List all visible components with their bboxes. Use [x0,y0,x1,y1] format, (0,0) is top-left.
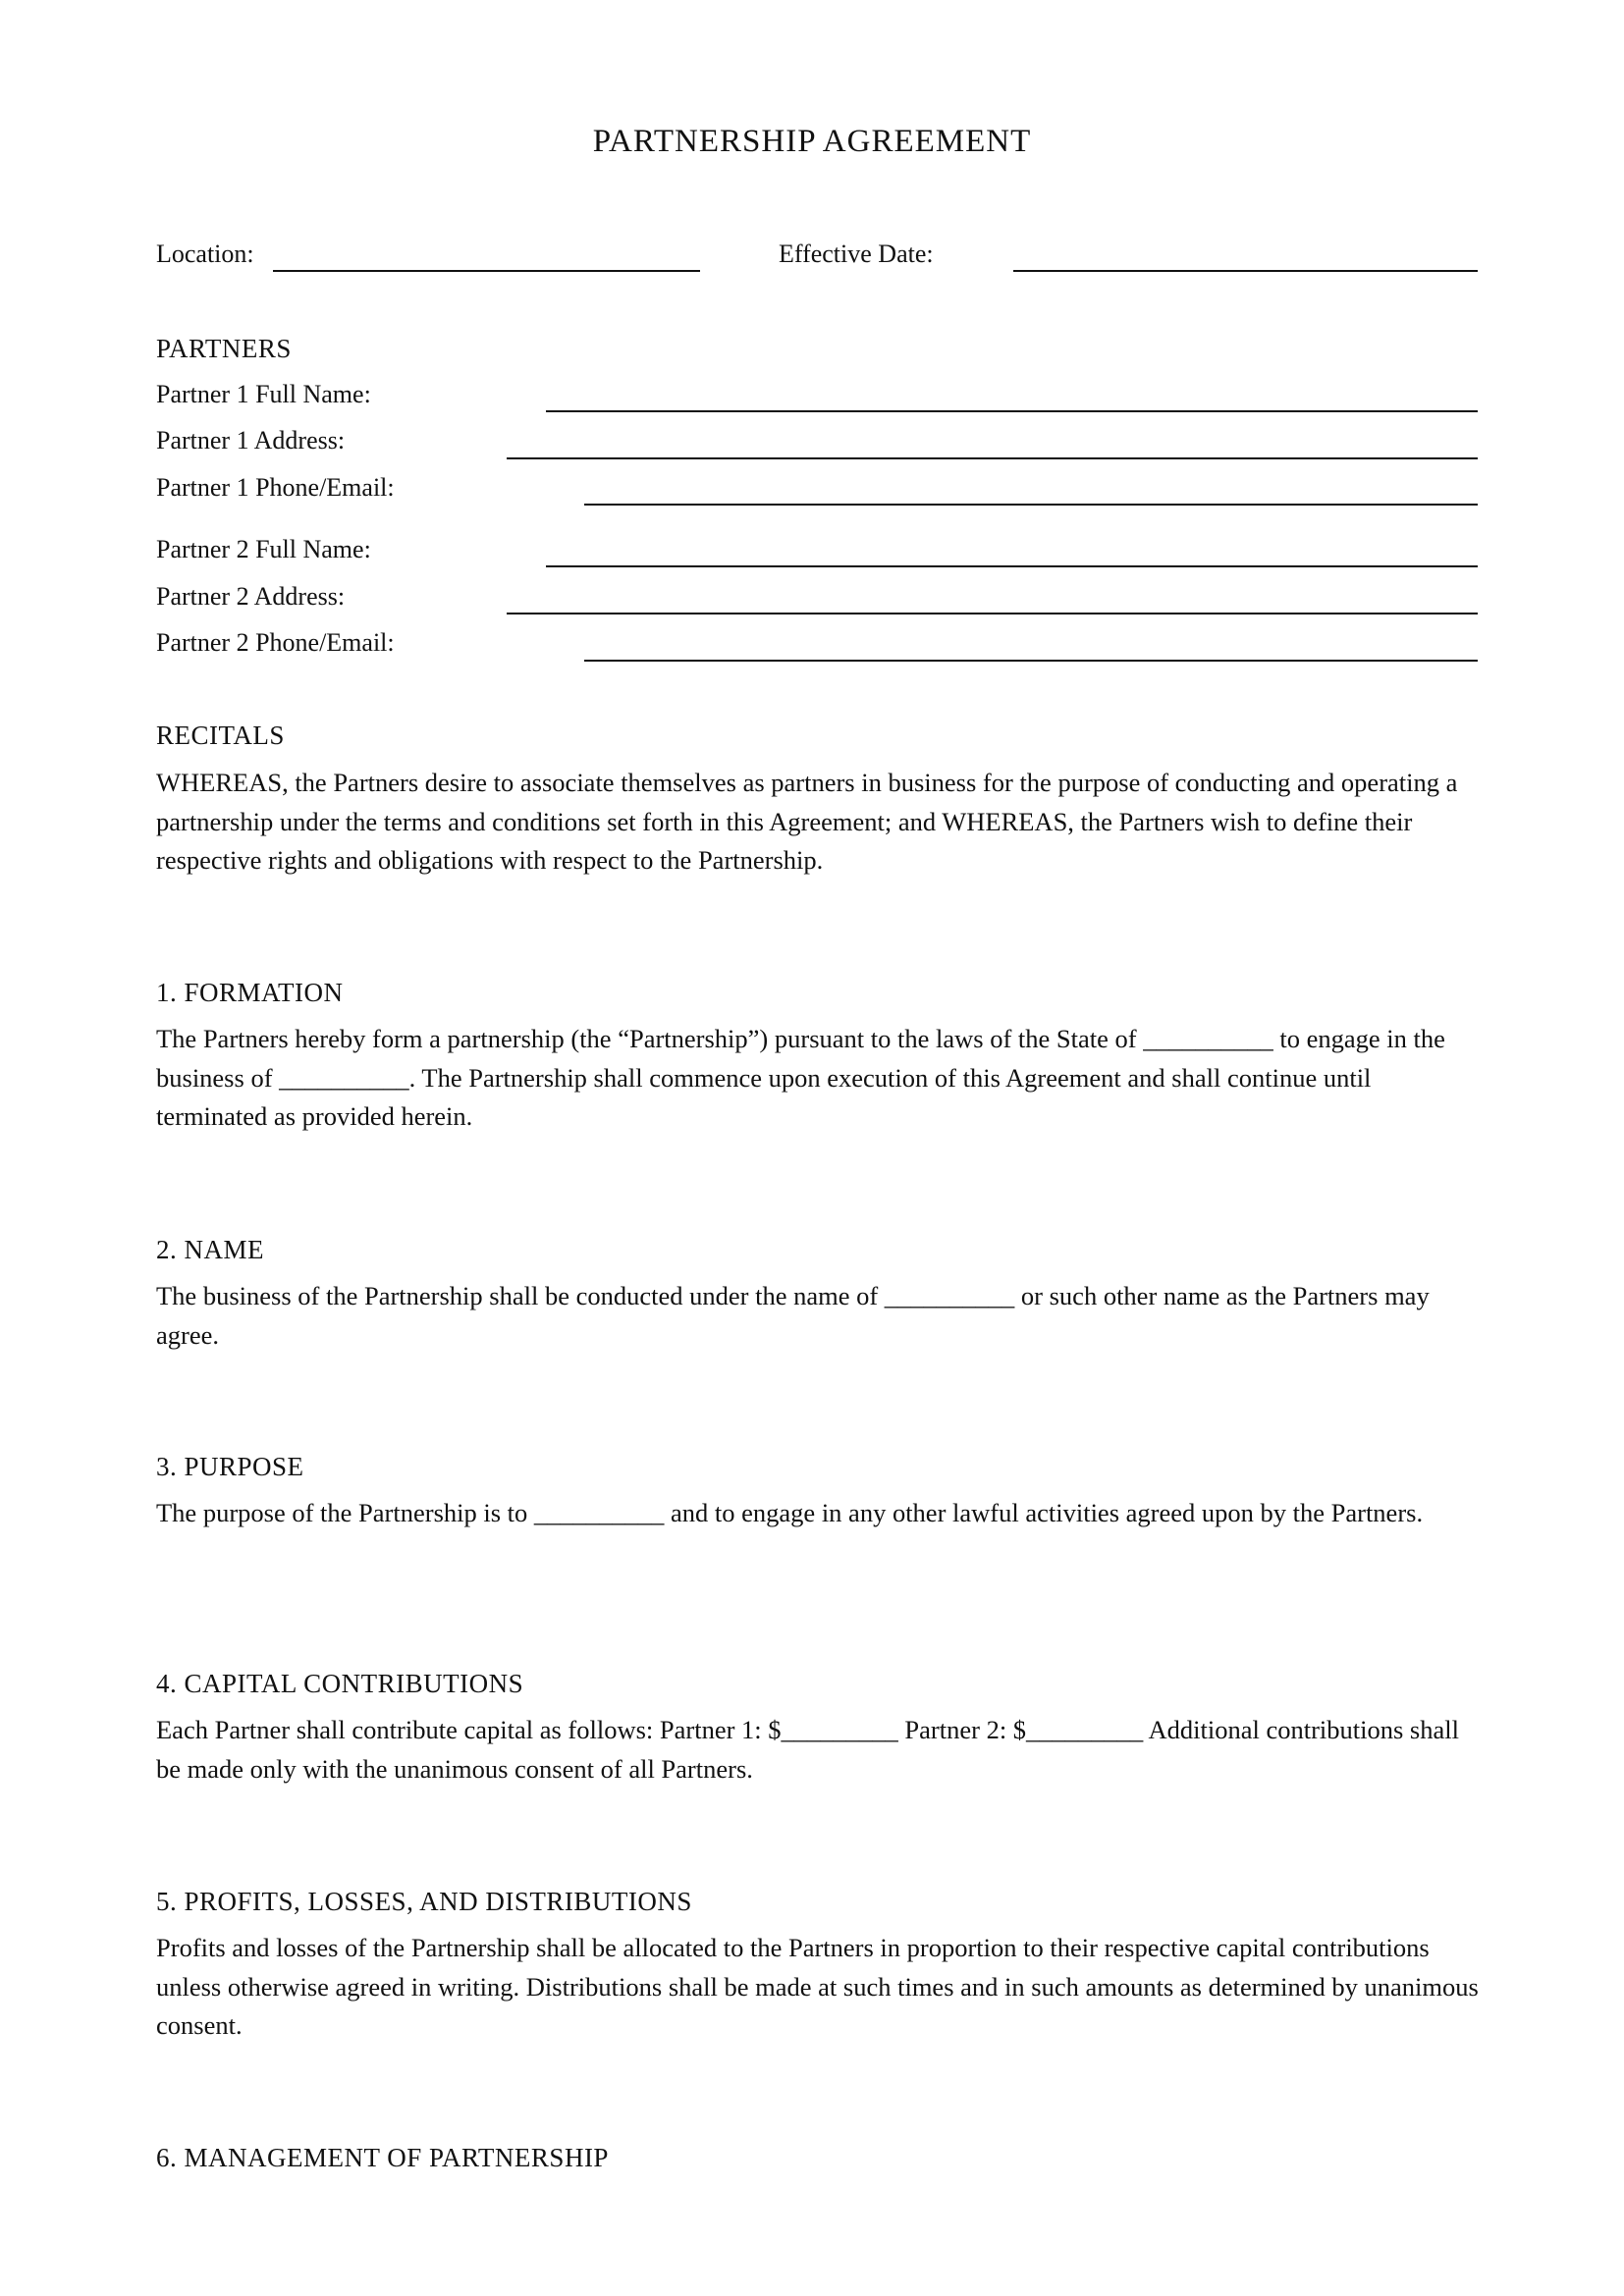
partner2-address-label: Partner 2 Address: [156,582,346,611]
document-title: PARTNERSHIP AGREEMENT [592,124,1032,159]
partner1-name-field-line[interactable] [546,410,1478,412]
section-formation-body: The Partners hereby form a partnership (the “Partnership”) pursuant to the laws of the State of __________ to engage in the business of __________. The Partnership shall commence upon execution of this Agreement and shall continue until terminated as provided herein. [156,1024,1445,1131]
location-field-line[interactable] [273,270,700,272]
section-name-heading: 2. NAME [156,1235,264,1264]
section-name-body: The business of the Partnership shall be conducted under the name of __________ or such other name as the Partners may agree. [156,1281,1430,1350]
effective-date-field-line[interactable] [1013,270,1478,272]
recitals-heading: RECITALS [156,721,285,750]
partner2-contact-label: Partner 2 Phone/Email: [156,628,395,657]
section-purpose-body: The purpose of the Partnership is to __________ and to engage in any other lawful activities agreed upon by the Partners. [156,1498,1424,1527]
partner1-contact-label: Partner 1 Phone/Email: [156,473,395,502]
location-label: Location: [156,240,254,268]
section-management-heading: 6. MANAGEMENT OF PARTNERSHIP [156,2143,609,2172]
section-profits-heading: 5. PROFITS, LOSSES, AND DISTRIBUTIONS [156,1887,692,1916]
partner1-address-label: Partner 1 Address: [156,426,346,454]
partner1-address-field-line[interactable] [507,457,1478,459]
recitals-body: WHEREAS, the Partners desire to associate themselves as partners in business for the purpose of conducting and operating a partnership under the terms and conditions set forth in this Agreement; and WHEREAS, the Partners wish to define their respective rights and obligations with respect to the Partnership. [156,768,1458,875]
section-capital-heading: 4. CAPITAL CONTRIBUTIONS [156,1669,524,1698]
section-profits-body: Profits and losses of the Partnership shall be allocated to the Partners in proportion to their respective capital contributions unless otherwise agreed in writing. Distributions shall be made at such times and in such amounts as determined by unanimous consent. [156,1933,1479,2040]
effective-date-label: Effective Date: [779,240,934,268]
partner1-contact-field-line[interactable] [584,504,1478,506]
section-formation-heading: 1. FORMATION [156,978,344,1007]
section-purpose-heading: 3. PURPOSE [156,1452,304,1481]
partners-heading: PARTNERS [156,334,292,363]
section-capital-body: Each Partner shall contribute capital as follows: Partner 1: $_________ Partner 2: $_________ Additional contributions shall be made only with the unanimous consent of all Partners. [156,1715,1459,1784]
partner2-name-field-line[interactable] [546,565,1478,567]
partner1-name-label: Partner 1 Full Name: [156,380,371,408]
partner2-address-field-line[interactable] [507,613,1478,614]
partner2-contact-field-line[interactable] [584,660,1478,662]
partner2-name-label: Partner 2 Full Name: [156,535,371,563]
